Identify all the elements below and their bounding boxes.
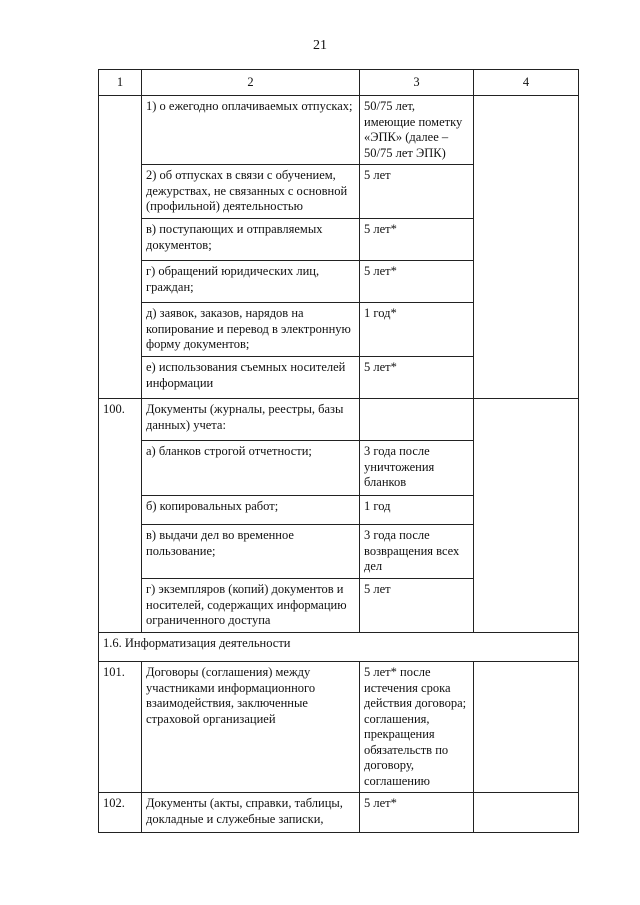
table-row xyxy=(99,662,579,793)
article-number: 102. xyxy=(99,793,142,833)
article-number xyxy=(99,96,142,399)
table-header-row xyxy=(99,70,579,96)
table-row xyxy=(99,399,579,441)
document-type: е) использования съемных носителей информации xyxy=(142,357,360,399)
column-header-3: 3 xyxy=(360,70,474,96)
article-number: 101. xyxy=(99,662,142,793)
document-type: Договоры (соглашения) между участниками информационного взаимодействия, заключенные страховой организацией xyxy=(142,662,360,793)
column-header-2: 2 xyxy=(142,70,360,96)
retention-term: 3 года после уничтожения бланков xyxy=(360,441,474,496)
retention-term: 5 лет* xyxy=(360,793,474,833)
note-cell xyxy=(474,96,579,399)
retention-term: 1 год xyxy=(360,496,474,525)
retention-term: 5 лет* xyxy=(360,219,474,261)
retention-term: 5 лет xyxy=(360,579,474,633)
column-header-4: 4 xyxy=(474,70,579,96)
table-row xyxy=(99,793,579,833)
section-title: 1.6. Информатизация деятельности xyxy=(99,633,579,662)
document-type: Документы (журналы, реестры, базы данных) учета: xyxy=(142,399,360,441)
retention-term: 1 год* xyxy=(360,303,474,357)
retention-table xyxy=(98,69,579,833)
document-type: 2) об отпусках в связи с обучением, дежурствах, не связанных с основной (профильной) деятельностью xyxy=(142,165,360,219)
table-row xyxy=(99,96,579,165)
retention-term: 5 лет* xyxy=(360,261,474,303)
retention-term xyxy=(360,399,474,441)
retention-term: 5 лет xyxy=(360,165,474,219)
document-type: 1) о ежегодно оплачиваемых отпусках; xyxy=(142,96,360,165)
document-type: д) заявок, заказов, нарядов на копирование и перевод в электронную форму документов; xyxy=(142,303,360,357)
document-type: в) выдачи дел во временное пользование; xyxy=(142,525,360,579)
document-type: б) копировальных работ; xyxy=(142,496,360,525)
article-number: 100. xyxy=(99,399,142,633)
document-type: г) экземпляров (копий) документов и носителей, содержащих информацию ограниченного доступа xyxy=(142,579,360,633)
column-header-1: 1 xyxy=(99,70,142,96)
note-cell xyxy=(474,793,579,833)
retention-term: 50/75 лет, имеющие пометку «ЭПК» (далее – 50/75 лет ЭПК) xyxy=(360,96,474,165)
document-type: в) поступающих и отправляемых документов; xyxy=(142,219,360,261)
document-type: а) бланков строгой отчетности; xyxy=(142,441,360,496)
note-cell xyxy=(474,399,579,633)
section-row xyxy=(99,633,579,662)
retention-term: 5 лет* после истечения срока действия договора; соглашения, прекращения обязательств по договору, соглашению xyxy=(360,662,474,793)
page-number: 21 xyxy=(313,38,327,53)
document-type: Документы (акты, справки, таблицы, докладные и служебные записки, xyxy=(142,793,360,833)
document-type: г) обращений юридических лиц, граждан; xyxy=(142,261,360,303)
retention-term: 3 года после возвращения всех дел xyxy=(360,525,474,579)
note-cell xyxy=(474,662,579,793)
retention-term: 5 лет* xyxy=(360,357,474,399)
